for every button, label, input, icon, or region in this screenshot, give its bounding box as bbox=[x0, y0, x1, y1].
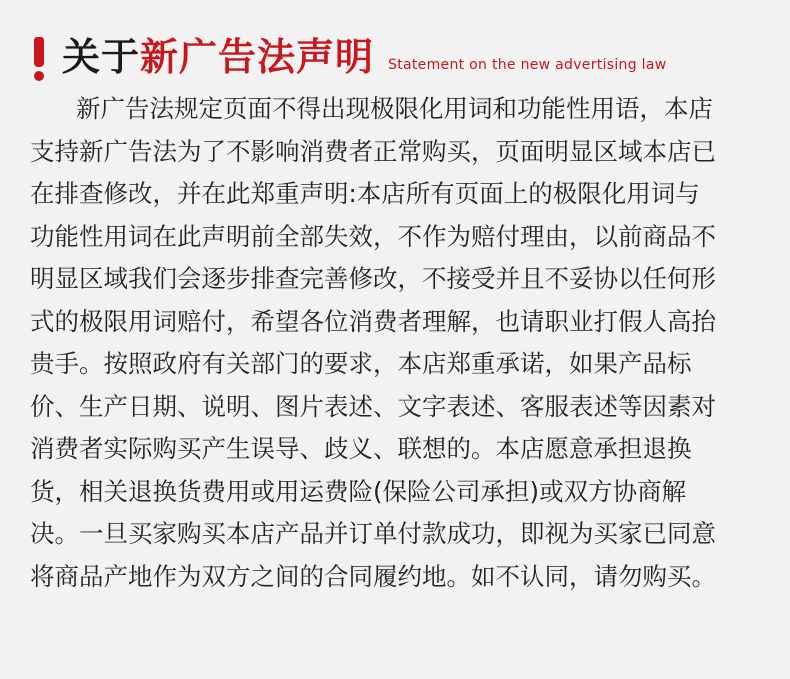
title-prefix: 关于 bbox=[62, 35, 141, 79]
exclamation-icon bbox=[32, 37, 46, 81]
body-line: 在排查修改，并在此郑重声明:本店所有页面上的极限化用词与 bbox=[30, 179, 700, 208]
body-line: 将商品产地作为双方之间的合同履约地。如不认同，请勿购买。 bbox=[30, 561, 716, 591]
title-highlight: 新广告法声明 bbox=[140, 35, 375, 79]
body-line: 货，相关退换货费用或用运费险(保险公司承担)或双方协商解 bbox=[30, 476, 687, 506]
subtitle-english: Statement on the new advertising law bbox=[388, 57, 667, 73]
body-line: 新广告法规定页面不得出现极限化用词和功能性用语，本店 bbox=[76, 94, 713, 123]
body-line: 贵手。按照政府有关部门的要求，本店郑重承诺，如果产品标 bbox=[30, 349, 692, 378]
body-line: 支持新广告法为了不影响消费者正常购买，页面明显区域本店已 bbox=[30, 136, 716, 166]
body-line: 决。一旦买家购买本店产品并订单付款成功，即视为买家已同意 bbox=[30, 519, 716, 548]
body-line: 价、生产日期、说明、图片表述、文字表述、客服表述等因素对 bbox=[30, 391, 716, 421]
body-line: 功能性用词在此声明前全部失效，不作为赔付理由，以前商品不 bbox=[30, 221, 716, 251]
statement-header bbox=[32, 33, 666, 81]
body-line: 式的极限用词赔付，希望各位消费者理解，也请职业打假人高抬 bbox=[30, 306, 716, 336]
body-line: 消费者实际购买产生误导、歧义、联想的。本店愿意承担退换 bbox=[30, 434, 692, 463]
statement-body bbox=[30, 88, 760, 598]
body-line: 明显区域我们会逐步排查完善修改，不接受并且不妥协以任何形 bbox=[30, 264, 716, 293]
